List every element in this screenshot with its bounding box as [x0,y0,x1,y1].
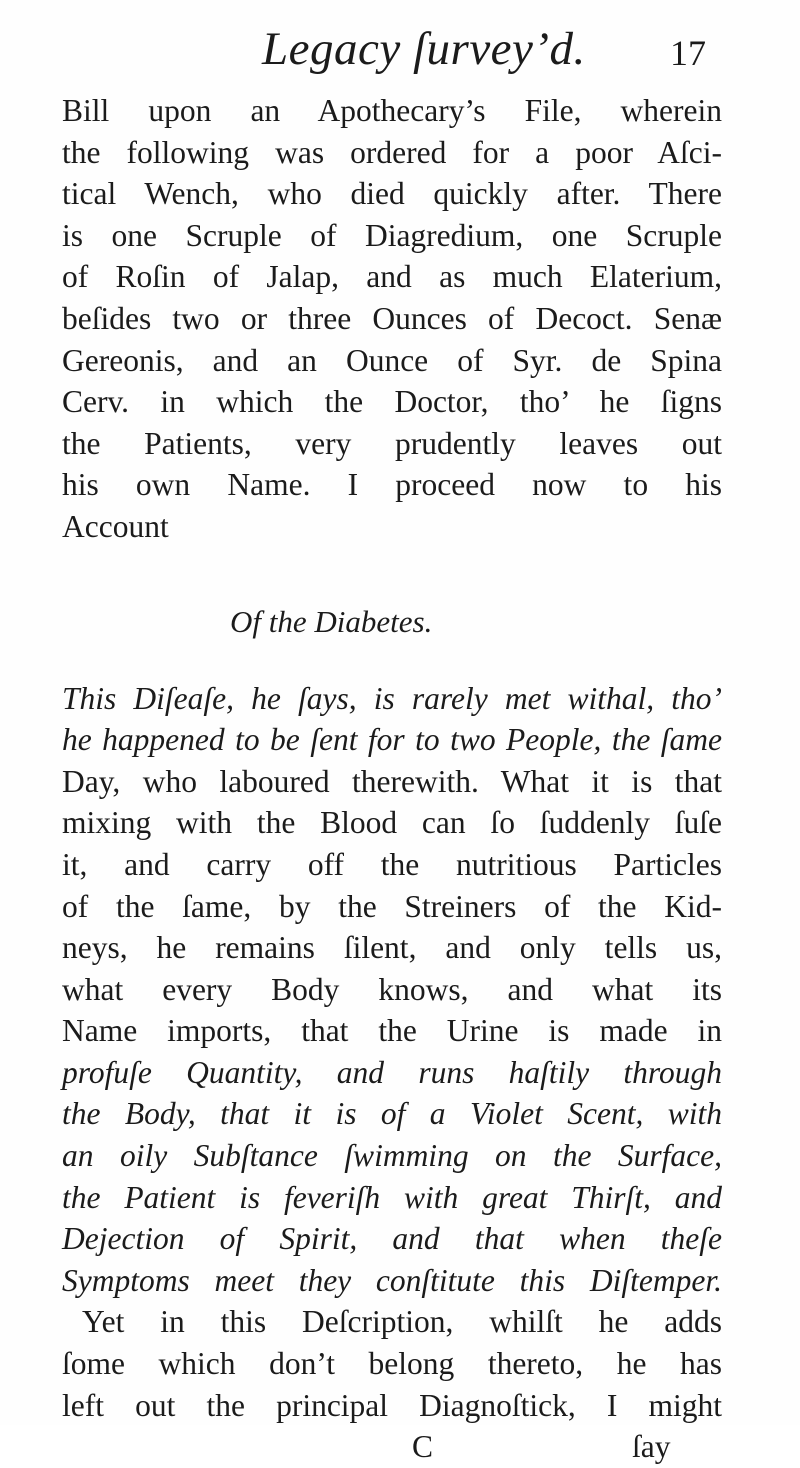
text-line: Yet in this Deſcription, whilſt he adds [82,1304,722,1340]
text-line: Cerv. in which the Doctor, tho’ he ſigns [62,384,722,420]
text-line: beſides two or three Ounces of Decoct. Senæ [62,300,722,336]
text-line: he happened to be ſent for to two People, the ſame [62,722,722,758]
text-line: left out the principal Diagnoſtick, I might [62,1387,722,1423]
body-text [62,90,722,1468]
text-line: is one Scruple of Diagredium, one Scruple [62,217,722,253]
page-footer [62,1426,722,1468]
text-line: Symptoms meet they conſtitute this Diſtemper. [62,1262,722,1298]
text-line: it, and carry off the nutritious Particles [62,846,722,882]
text-line: his own Name. I proceed now to his [62,467,722,503]
text-line: what every Body knows, and what its [62,971,722,1007]
text-line: This Diſeaſe, he ſays, is rarely met withal, tho’ [62,680,722,716]
text-line: Bill upon an Apothecary’s File, wherein [62,93,722,128]
text-line: the following was ordered for a poor Aſci- [62,134,722,170]
text-line: profuſe Quantity, and runs haſtily through [62,1054,722,1090]
text-line: mixing with the Blood can ſo ſuddenly ſuſe [62,805,722,841]
text-line: tical Wench, who died quickly after. There [62,176,722,212]
text-line: Gereonis, and an Ounce of Syr. de Spina [62,342,722,378]
text-line: the Patient is feveriſh with great Thirſt, and [62,1179,722,1215]
text-line: the Patients, very prudently leaves out [62,425,722,461]
text-line: of the ſame, by the Streiners of the Kid- [62,888,722,924]
text-line: the Body, that it is of a Violet Scent, with [62,1096,722,1132]
running-head [0,22,800,82]
section-heading: Of the Diabetes. [230,603,433,639]
text-line: Day, who laboured therewith. What it is that [62,763,722,799]
catchword: ſay [632,1429,671,1465]
page-number: 17 [670,33,706,73]
text-line: Account [62,508,169,544]
text-line: ſome which don’t belong thereto, he has [62,1346,722,1382]
running-title: Legacy ſurvey’d. [262,23,586,75]
text-line: of Roſin of Jalap, and as much Elaterium, [62,259,722,295]
text-line: Dejection of Spirit, and that when theſe [62,1221,722,1257]
text-line: an oily Subſtance ſwimming on the Surface, [62,1138,722,1174]
signature-mark: C [412,1429,434,1465]
text-line: Name imports, that the Urine is made in [62,1013,722,1049]
text-line: neys, he remains ſilent, and only tells us, [62,930,722,966]
